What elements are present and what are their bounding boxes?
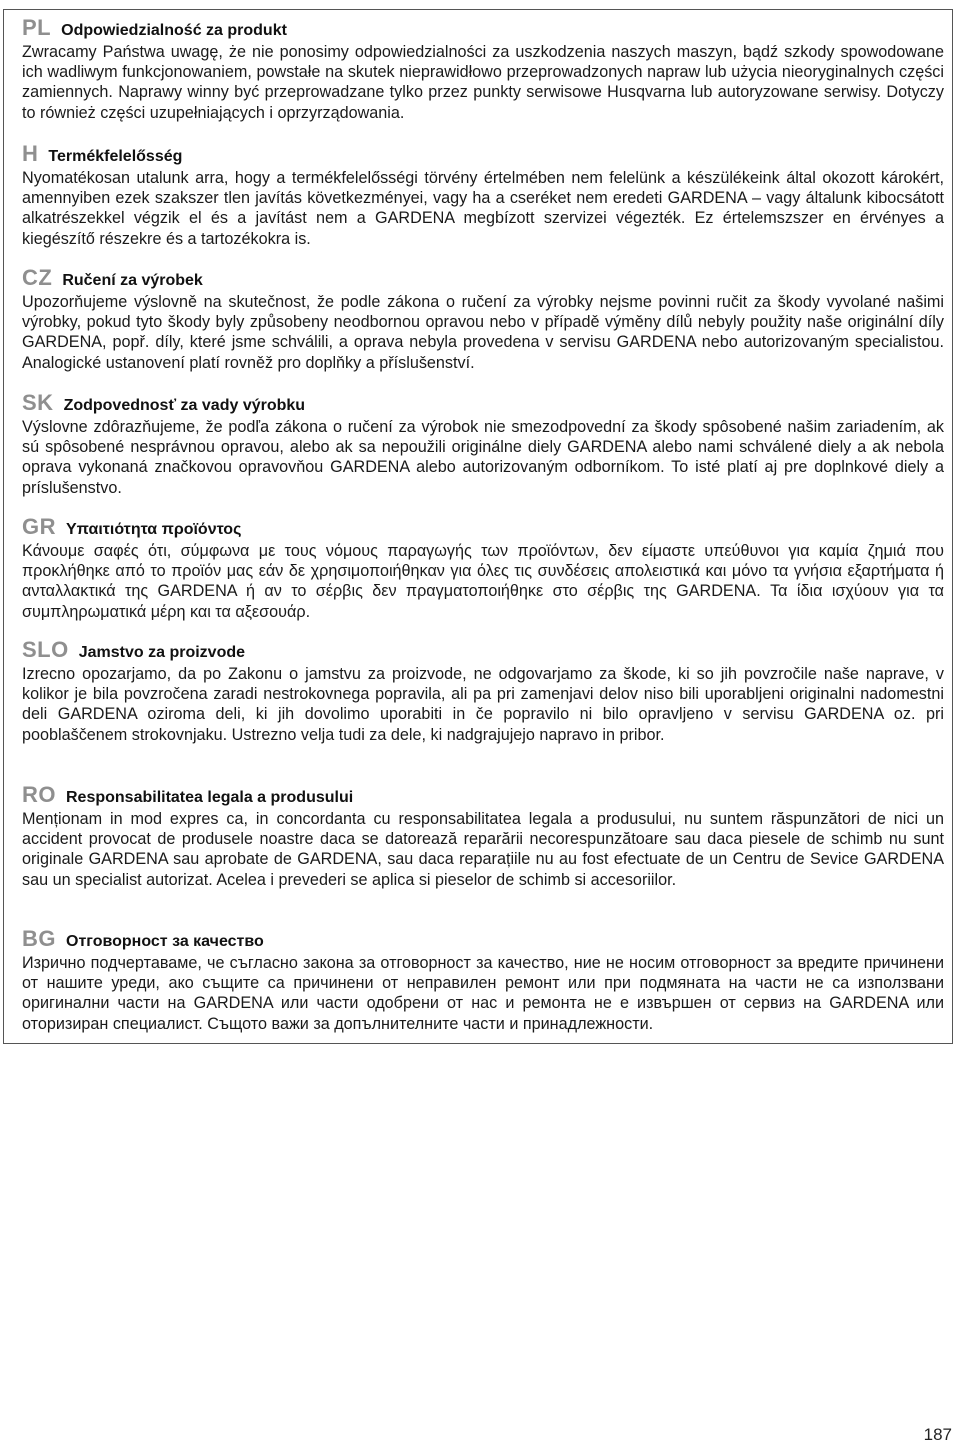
section-title: Υπαιτιότητα προϊόντος [66,521,242,538]
section-text: Κάνουμε σαφές ότι, σύμφωνα με τους νόμους παραγωγής των προϊόντων, δεν είμαστε υπεύθυνοι για καμία ζημιά που προκλήθηκε από το προϊόν μας εάν δε χρησιμοποιήθηκαν για όλες τις συνδέσεις απολειστικά και μόνο τα γνήσια εξαρτήματα ή ανταλλακτικά της GARDENA ή αν το σέρβις δεν πραγματοποιήθηκε στο σέρβις της GARDENA. Τα ίδια ισχύουν για τα συμπληρωματικά μέρη και τα αξεσουάρ. [22,542,944,621]
section-cz [22,266,944,373]
section-header [22,16,944,40]
section-header [22,927,944,951]
section-header [22,142,944,166]
language-code: BG [22,926,56,951]
section-ro [22,783,944,890]
section-header [22,391,944,415]
section-title: Termékfelelősség [48,148,183,165]
section-title: Отговорност за качество [66,933,264,950]
language-code: SLO [22,637,69,662]
section-title: Odpowiedzialność za produkt [61,22,287,39]
section-h [22,142,944,249]
section-title: Ručení za výrobek [62,272,203,289]
section-header [22,266,944,290]
section-slo [22,638,944,745]
section-text: Menționam in mod expres ca, in concordanta cu responsabilitatea legala a produsului, nu suntem răspunzători de nici un accident provocat de produsele noastre daca se datorează reparării necorespunzătoare sau daca piesele de schimb nu sunt originale GARDENA sau aprobate de GARDENA, sau daca reparațiile nu au fost efectuate de un Centru de Sevice GARDENA sau un specialist autorizat. Acelea i prevederi se aplica si pieselor de schimb si accesoriilor. [22,810,944,889]
section-text: Upozorňujeme výslovně na skutečnost, že podle zákona o ručení za výrobky nejsme povinni ručit za škody vyvolané našimi výrobky, pokud tyto škody byly způsobeny neodbornou opravou nebo v případě výměny dílů nebyly použity naše originální díly GARDENA, popř. díly, které jsme schválili, a oprava nebyla provedena v servisu GARDENA nebo autorizovaným specialistou. Analogické ustanovení platí rovněž pro doplňky a příslušenství. [22,293,944,372]
section-pl [22,16,944,123]
section-header [22,515,944,539]
section-text: Zwracamy Państwa uwagę, że nie ponosimy odpowiedzialności za uszkodzenia naszych maszyn, bądź szkody spowodowane ich wadliwym funkcjonowaniem, powstałe na skutek nieprawidłowo przeprowadzonych napraw lub użycia nieoryginalnych części zamiennych. Naprawy winny być przeprowadzane tylko przez punkty serwisowe Husqvarna lub autoryzowane serwisy. Dotyczy to również części uzupełniających i oprzyrządowania. [22,43,944,122]
section-header [22,783,944,807]
language-code: H [22,141,39,166]
section-text: Izrecno opozarjamo, da po Zakonu o jamstvu za proizvode, ne odgovarjamo za škode, ki so jih povzročile naše naprave, v kolikor je bila povzročena zaradi nestrokovnega popravila, ali pa pri zamenjavi delov niso bili uporabljeni originalni nadomestni deli GARDENA oziroma deli, ki jih dovolimo uporabiti in če popravilo ni bilo opravljeno v servisu GARDENA oz. pri pooblaščenem strokovnjaku. Ustrezno velja tudi za dele, ki nadgrajujejo napravo in pribor. [22,665,944,744]
section-title: Zodpovednosť za vady výrobku [63,397,306,414]
section-header [22,638,944,662]
language-code: GR [22,514,56,539]
page-number: 187 [923,1425,952,1444]
language-code: SK [22,390,54,415]
section-title: Responsabilitatea legala a produsului [66,789,354,806]
section-text: Nyomatékosan utalunk arra, hogy a termékfelelősségi törvény értelmében nem felelünk a készülékeink által okozott károkért, amennyiben ezek szakszer tlen javítás következményei, vagy ha a cseréket nem eredeti GARDENA – vagy általunk kibocsátott alkatrészekkel végzik el és a javítást nem a GARDENA megbízott szervizei végezték. Ez értelemszszer en érvényes a kiegészítő részekre és a tartozékokra is. [22,169,944,248]
section-text: Изрично подчертаваме, че съгласно закона за отговорност за качество, ние не носим отговорност за вредите причинени от нашите уреди, ако същите са причинени от неправилен ремонт или при подмяната на части не са използвани оригинални части на GARDENA или части одобрени от нас и ремонта не е извършен от сервиз на GARDENA или оторизиран специалист. Същото важи за допълнителните части и принадлежности. [22,954,944,1033]
language-code: RO [22,782,56,807]
language-code: PL [22,15,52,40]
content-frame [3,9,953,1044]
section-text: Výslovne zdôrazňujeme, že podľa zákona o ručení za výrobok nie smezodpovední za škody spôsobené našim zariadením, ak sú spôsobené nesprávnou opravou, alebo ak sa nepoužili originálne diely GARDENA alebo nami schválené diely a ak nebola oprava vykonaná značkovou opravovňou GARDENA alebo autorizovaným odborníkom. To isté platí aj pre doplnkové diely a príslušenstvo. [22,418,944,497]
language-code: CZ [22,265,53,290]
section-bg [22,927,944,1034]
section-title: Jamstvo za proizvode [78,644,246,661]
section-sk [22,391,944,498]
section-gr [22,515,944,622]
